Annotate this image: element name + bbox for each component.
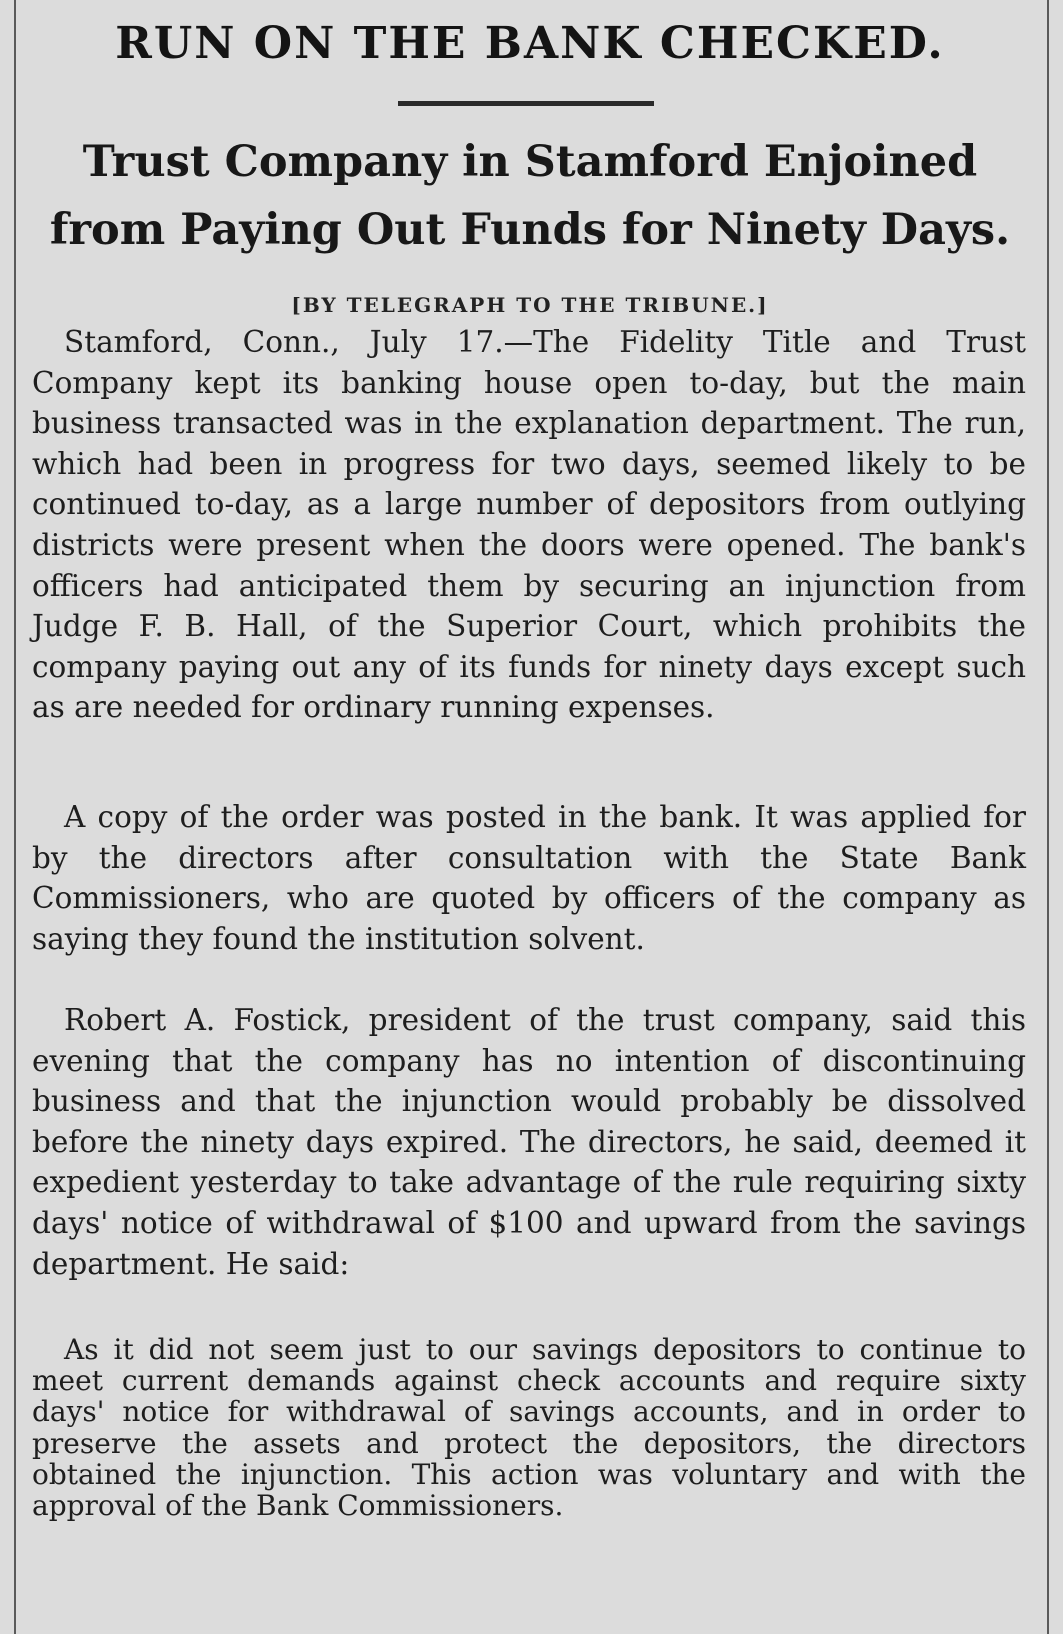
headline: RUN ON THE BANK CHECKED. <box>115 18 945 69</box>
article-paragraph-1 <box>32 322 1026 728</box>
column-rule-right <box>1047 0 1049 1634</box>
paragraph-text: Stamford, Conn., July 17.—The Fidelity Title and Trust Company kept its banking house open to-day, but the main business transacted was in the explanation department. The run, which had been in progress for two days, seemed likely to be continued to-day, as a large number of depositors from outlying districts were present when the doors were opened. The bank's officers had anticipated them by securing an injunction from Judge F. B. Hall, of the Superior Court, which prohibits the company paying out any of its funds for ninety days except such as are needed for ordinary running expenses. <box>32 325 1026 725</box>
article-paragraph-3 <box>32 1000 1026 1284</box>
article-paragraph-2 <box>32 797 1026 959</box>
paragraph-text: Robert A. Fostick, president of the trust company, said this evening that the company has no intention of discontinuing business and that the injunction would probably be dissolved before the ninety days expired. The directors, he said, deemed it expedient yesterday to take advantage of the rule requiring sixty days' notice of withdrawal of $100 and upward from the savings department. He said: <box>32 1003 1026 1281</box>
telegraph-credit: [BY TELEGRAPH TO THE TRIBUNE.] <box>291 293 769 317</box>
quote-text: As it did not seem just to our savings depositors to continue to meet current demands against check accounts and require sixty days' notice for withdrawal of savings accounts, and in order to preserve the assets and protect the depositors, the directors obtained the injunction. This action was voluntary and with the approval of the Bank Commissioners. <box>32 1333 1026 1523</box>
quoted-statement <box>32 1334 1026 1521</box>
column-rule-left <box>14 0 16 1634</box>
headline-divider <box>398 101 654 106</box>
paragraph-text: A copy of the order was posted in the bank. It was applied for by the directors after consultation with the State Bank Commissioners, who are quoted by officers of the company as saying they found the institution solvent. <box>32 800 1026 956</box>
subheadline: Trust Company in Stamford Enjoined from Paying Out Funds for Ninety Days. <box>49 137 1011 255</box>
